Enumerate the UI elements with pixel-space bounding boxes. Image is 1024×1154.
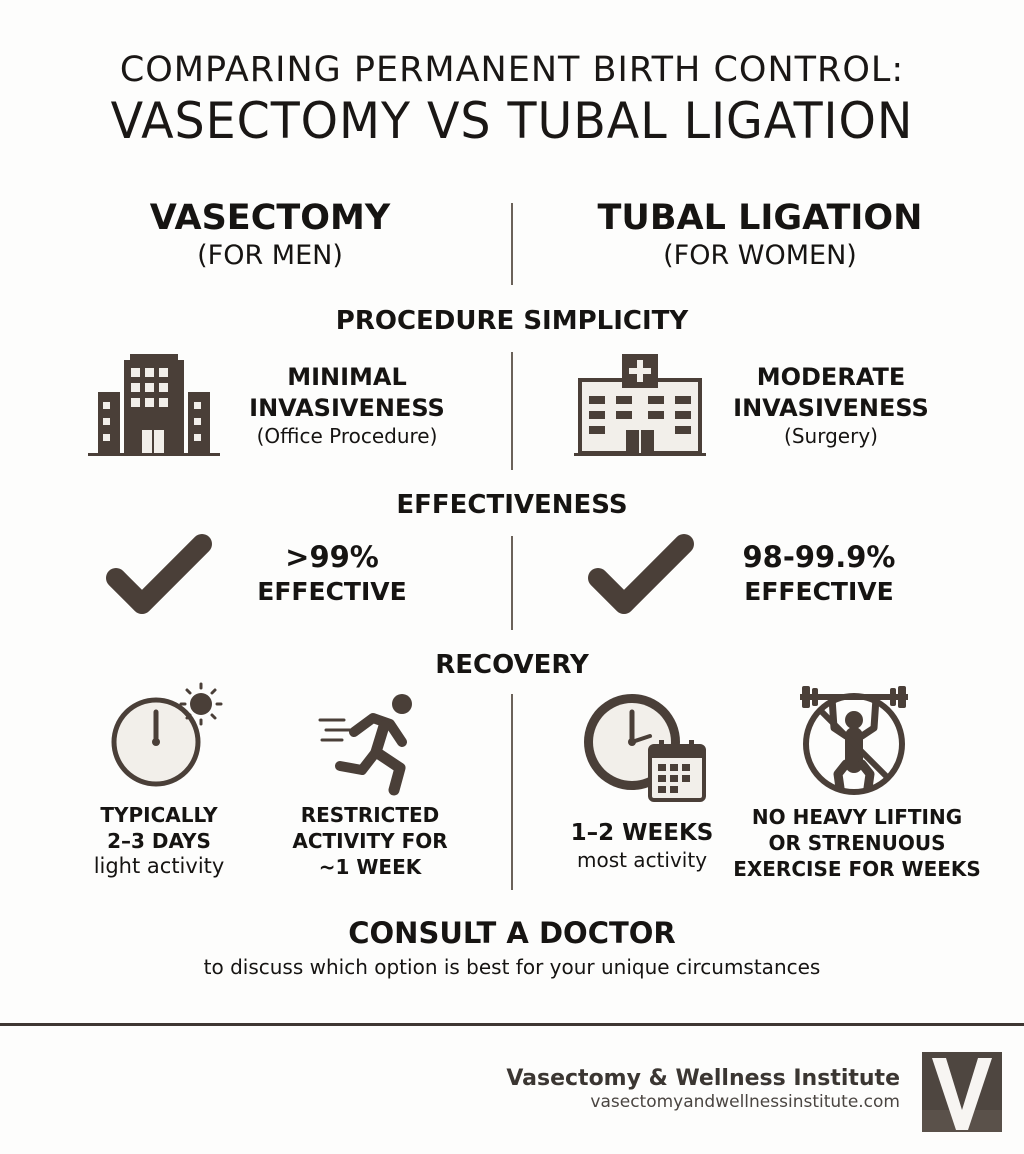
- effectiveness-right-value: 98-99.9%: [742, 540, 896, 574]
- recovery-heading: RECOVERY: [435, 650, 589, 680]
- tubal-column-header: [580, 198, 940, 271]
- recovery-item-1: [72, 802, 246, 878]
- recovery-item-2-line3: ~1 WEEK: [318, 855, 422, 879]
- procedure-right-line2: INVASIVENESS: [733, 394, 929, 422]
- checkmark-icon: [586, 532, 696, 620]
- footer-divider: [0, 1023, 1024, 1026]
- recovery-item-1-note: light activity: [93, 854, 225, 878]
- procedure-left-text: [236, 362, 458, 448]
- effectiveness-right-label: EFFECTIVE: [744, 577, 894, 606]
- recovery-item-3: [552, 818, 732, 872]
- procedure-right-note: (Surgery): [784, 424, 878, 448]
- vasectomy-subtitle: (FOR MEN): [197, 240, 343, 271]
- effectiveness-left-value: >99%: [285, 540, 379, 574]
- column-divider: [511, 536, 513, 630]
- effectiveness-left-text: [240, 538, 424, 607]
- procedure-left-note: (Office Procedure): [256, 424, 438, 448]
- recovery-item-4: [722, 804, 992, 882]
- title-line-2: VASECTOMY VS TUBAL LIGATION: [110, 92, 914, 150]
- procedure-heading: PROCEDURE SIMPLICITY: [335, 306, 689, 336]
- checkmark-icon: [104, 532, 214, 620]
- effectiveness-left-label: EFFECTIVE: [257, 577, 407, 606]
- column-divider: [511, 352, 513, 470]
- vasectomy-column-header: [130, 198, 410, 271]
- column-divider: [511, 694, 513, 890]
- procedure-right-text: [718, 362, 944, 448]
- cta-heading: CONSULT A DOCTOR: [348, 916, 676, 950]
- effectiveness-right-text: [714, 538, 924, 607]
- recovery-item-3-line1: 1–2 WEEKS: [570, 820, 714, 846]
- footer-brand-name: Vasectomy & Wellness Institute: [506, 1066, 900, 1091]
- clock-calendar-icon: [580, 688, 708, 804]
- tubal-title: TUBAL LIGATION: [597, 198, 923, 238]
- clock-sun-icon: [106, 682, 226, 790]
- procedure-left-line1: MINIMAL: [287, 363, 407, 391]
- brand-logo: [922, 1052, 1002, 1132]
- title-line-1: COMPARING PERMANENT BIRTH CONTROL:: [119, 50, 905, 90]
- recovery-item-2: [280, 802, 460, 880]
- recovery-item-1-line2: 2–3 DAYS: [107, 829, 211, 853]
- procedure-left-line2: INVASIVENESS: [249, 394, 445, 422]
- recovery-item-4-line1: NO HEAVY LIFTING: [751, 805, 963, 829]
- recovery-item-4-line2: OR STRENUOUS: [768, 831, 946, 855]
- recovery-item-2-line1: RESTRICTED: [300, 803, 440, 827]
- recovery-item-3-note: most activity: [576, 848, 708, 872]
- vasectomy-title: VASECTOMY: [149, 198, 391, 238]
- column-divider: [511, 203, 513, 285]
- procedure-right-line1: MODERATE: [756, 363, 906, 391]
- footer-website-link[interactable]: vasectomyandwellnessinstitute.com: [590, 1092, 900, 1112]
- recovery-item-2-line2: ACTIVITY FOR: [292, 829, 448, 853]
- running-person-icon: [318, 690, 428, 794]
- recovery-item-4-line3: EXERCISE FOR WEEKS: [733, 857, 981, 881]
- tubal-subtitle: (FOR WOMEN): [663, 240, 857, 271]
- hospital-icon: [574, 352, 706, 456]
- no-lifting-icon: [796, 684, 912, 798]
- cta-text: to discuss which option is best for your unique circumstances: [203, 955, 821, 979]
- recovery-item-1-line1: TYPICALLY: [100, 803, 218, 827]
- office-building-icon: [88, 352, 220, 456]
- effectiveness-heading: EFFECTIVENESS: [396, 490, 628, 520]
